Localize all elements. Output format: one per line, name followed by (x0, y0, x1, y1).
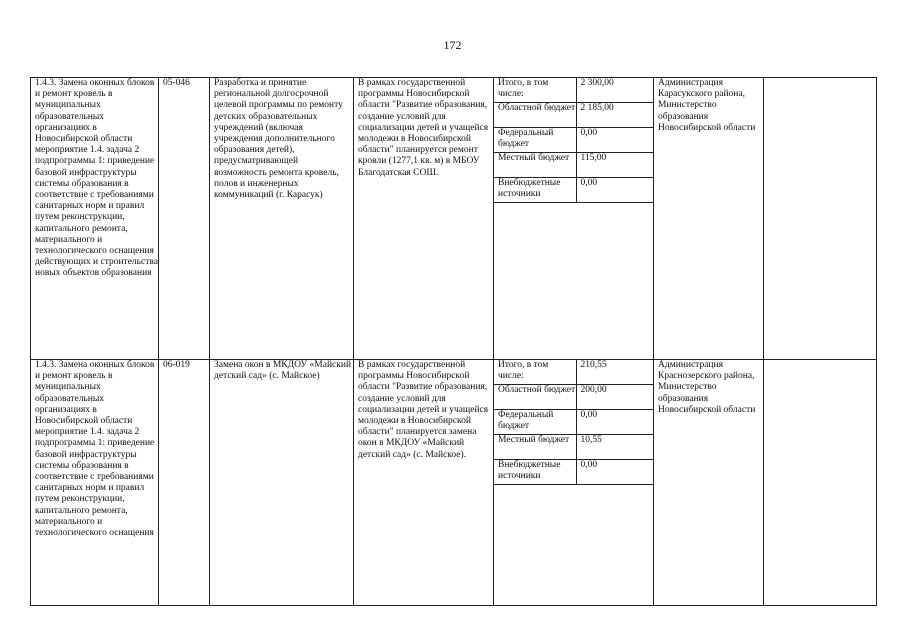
name-cell: Разработка и принятие региональной долгосрочной целевой программы по ремонту детских образовательных учреждений (включая учреждения дополнительного образования детей), предусматривающей возможность ремонта кровель, полов и инженерных коммуникаций (г. Карасук) (210, 78, 354, 360)
funding-value: 0,00 (576, 410, 653, 435)
funding-value: 0,00 (576, 178, 653, 203)
funding-label: Федеральный бюджет (494, 128, 576, 153)
funding-value: 10,55 (576, 435, 653, 460)
note-cell (764, 360, 877, 606)
funding-row (494, 178, 653, 203)
name-cell: Замена окон в МКДОУ «Майский детский сад» (с. Майское) (210, 360, 354, 606)
funding-row (494, 128, 653, 153)
program-table (30, 77, 877, 606)
executor-cell: Администрация Карасукского района, Министерство образования Новосибирской области (654, 78, 764, 360)
funding-table (494, 360, 653, 485)
funding-label: Федеральный бюджет (494, 410, 576, 435)
code-cell: 05-046 (159, 78, 210, 360)
description-cell: В рамках государственной программы Новосибирской области "Развитие образования, создание условий для социализации детей и учащейся молодежи в Новосибирской области" планируется замена окон в МКДОУ «Майский детский сад» (с. Майское). (354, 360, 494, 606)
note-cell (764, 78, 877, 360)
funding-value: 115,00 (576, 153, 653, 178)
funding-row (494, 360, 653, 385)
table-row (31, 360, 877, 606)
code-cell: 06-019 (159, 360, 210, 606)
funding-label: Внебюджетные источники (494, 460, 576, 485)
funding-label: Областной бюджет (494, 385, 576, 410)
funding-value: 2 300,00 (576, 78, 653, 103)
funding-label: Местный бюджет (494, 435, 576, 460)
funding-label: Областной бюджет (494, 103, 576, 128)
page-number: 172 (443, 38, 462, 52)
funding-cell (494, 360, 654, 606)
funding-row (494, 435, 653, 460)
funding-row (494, 460, 653, 485)
activity-cell: 1.4.3. Замена оконных блоков и ремонт кровель в муниципальных образовательных организациях в Новосибирской области мероприятие 1.4. задача 2 подпрограммы 1: приведение базовой инфраструктуры системы образования в соответствие с требованиями санитарных норм и правил путем реконструкции, капитального ремонта, материального и технологического оснащения (31, 360, 159, 606)
funding-value: 0,00 (576, 128, 653, 153)
funding-row (494, 385, 653, 410)
funding-value: 210,55 (576, 360, 653, 385)
funding-label: Итого, в том числе: (494, 360, 576, 385)
funding-row (494, 103, 653, 128)
funding-row (494, 410, 653, 435)
funding-value: 200,00 (576, 385, 653, 410)
funding-label: Внебюджетные источники (494, 178, 576, 203)
executor-cell: Администрация Краснозерского района, Министерство образования Новосибирской области (654, 360, 764, 606)
funding-value: 2 185,00 (576, 103, 653, 128)
funding-label: Местный бюджет (494, 153, 576, 178)
funding-value: 0,00 (576, 460, 653, 485)
funding-row (494, 153, 653, 178)
funding-table (494, 78, 653, 203)
description-cell: В рамках государственной программы Новосибирской области "Развитие образования, создание условий для социализации детей и учащейся молодежи в Новосибирской области" планируется ремонт кровли (1277,1 кв. м) в МБОУ Благодатская СОШ. (354, 78, 494, 360)
funding-cell (494, 78, 654, 360)
funding-label: Итого, в том числе: (494, 78, 576, 103)
table-row (31, 78, 877, 360)
funding-row (494, 78, 653, 103)
activity-cell: 1.4.3. Замена оконных блоков и ремонт кровель в муниципальных образовательных организациях в Новосибирской области мероприятие 1.4. задача 2 подпрограммы 1: приведение базовой инфраструктуры системы образования в соответствие с требованиями санитарных норм и правил путем реконструкции, капитального ремонта, материального и технологического оснащения действующих и строительства новых объектов образования (31, 78, 159, 360)
